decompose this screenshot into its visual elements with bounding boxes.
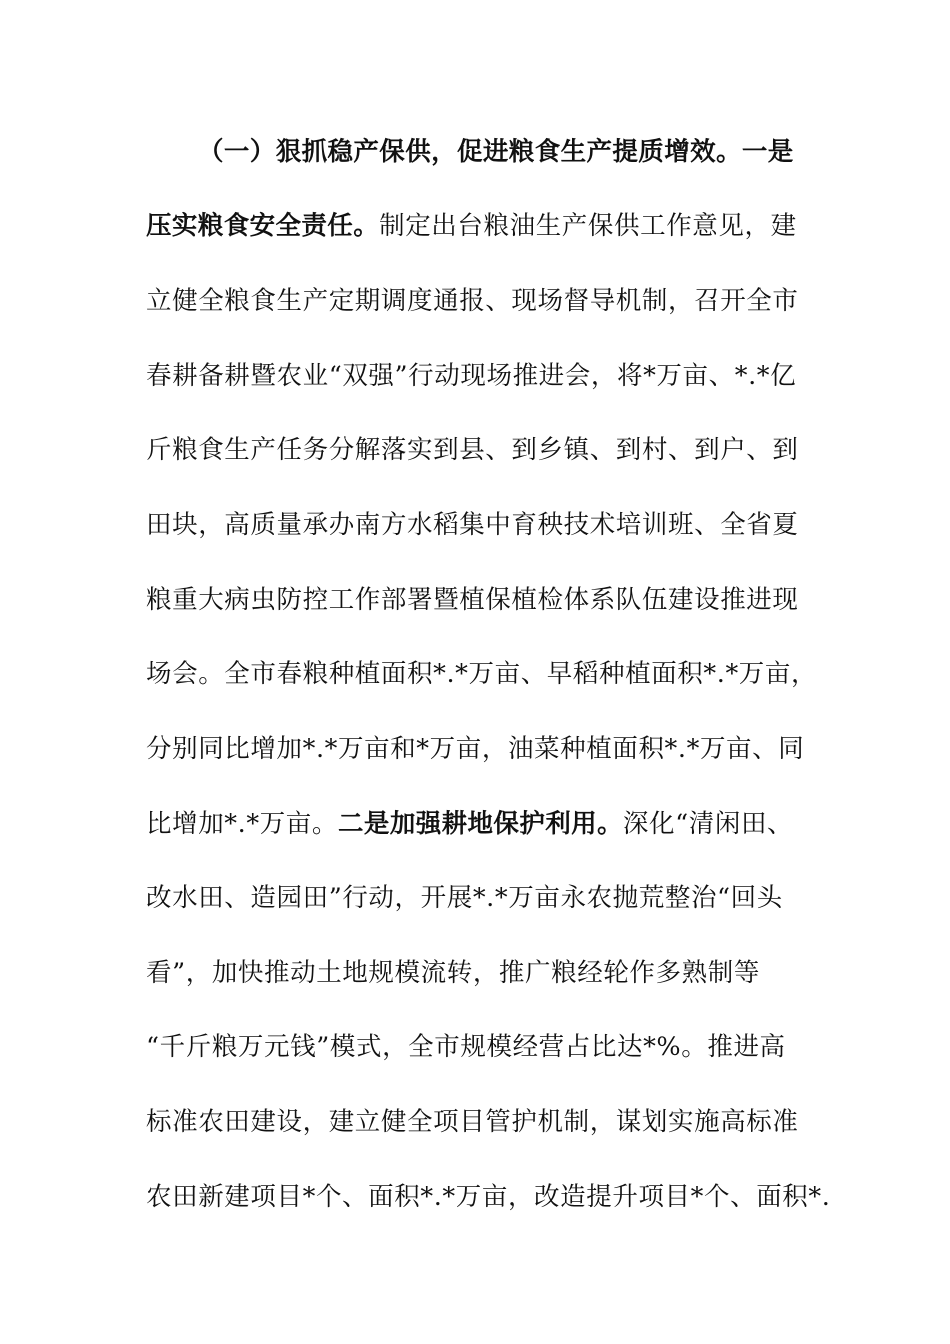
paragraph-line-6 [146, 507, 826, 543]
paragraph-line-1 [198, 134, 878, 170]
line-text: 立健全粮食生产定期调度通报、现场督导机制，召开全市 [146, 286, 799, 316]
paragraph-line-13 [146, 1029, 826, 1065]
line-text: 场会。全市春粮种植面积*.*万亩、早稻种植面积*.*万亩， [146, 659, 818, 689]
line-text: 制定出台粮油生产保供工作意见，建 [379, 211, 797, 241]
line-text: 粮重大病虫防控工作部署暨植保植检体系队伍建设推进现 [146, 585, 799, 615]
line-text: 分别同比增加*.*万亩和*万亩，油菜种植面积*.*万亩、同 [146, 734, 805, 764]
paragraph-line-7 [146, 582, 826, 618]
paragraph-line-11 [146, 880, 826, 916]
paragraph-line-12 [146, 955, 826, 991]
line-text: 改水田、造园田”行动，开展*.*万亩永农抛荒整治“回头 [146, 883, 783, 913]
emphasis-heading-2: 二是加强耕地保护利用。 [338, 809, 623, 839]
line-text: 标准农田建设，建立健全项目管护机制，谋划实施高标准 [146, 1107, 799, 1137]
paragraph-line-8 [146, 656, 826, 692]
line-text: 田块，高质量承办南方水稻集中育秧技术培训班、全省夏 [146, 510, 799, 540]
paragraph-line-10 [146, 806, 826, 842]
paragraph-line-2 [146, 208, 826, 244]
section-heading: （一）狠抓稳产保供，促进粮食生产提质增效。一是 [198, 137, 794, 167]
paragraph-line-5 [146, 432, 826, 468]
paragraph-line-3 [146, 283, 826, 319]
paragraph-line-9 [146, 731, 826, 767]
line-text-tail: 深化“清闲田、 [622, 809, 794, 839]
line-text: 农田新建项目*个、面积*.*万亩，改造提升项目*个、面积*. [146, 1182, 831, 1212]
line-text: 比增加*.*万亩。 [146, 809, 339, 839]
line-text: 斤粮食生产任务分解落实到县、到乡镇、到村、到户、到 [146, 435, 799, 465]
line-text: 春耕备耕暨农业“双强”行动现场推进会，将*万亩、*.*亿 [146, 361, 797, 391]
paragraph-line-14 [146, 1104, 826, 1140]
paragraph-line-15 [146, 1179, 831, 1215]
paragraph-line-4 [146, 358, 826, 394]
line-text: 看”，加快推动土地规模流转，推广粮经轮作多熟制等 [146, 958, 760, 988]
emphasis-heading-1: 压实粮食安全责任。 [146, 211, 380, 241]
line-text: “千斤粮万元钱”模式，全市规模经营占比达*%。推进高 [146, 1032, 786, 1062]
